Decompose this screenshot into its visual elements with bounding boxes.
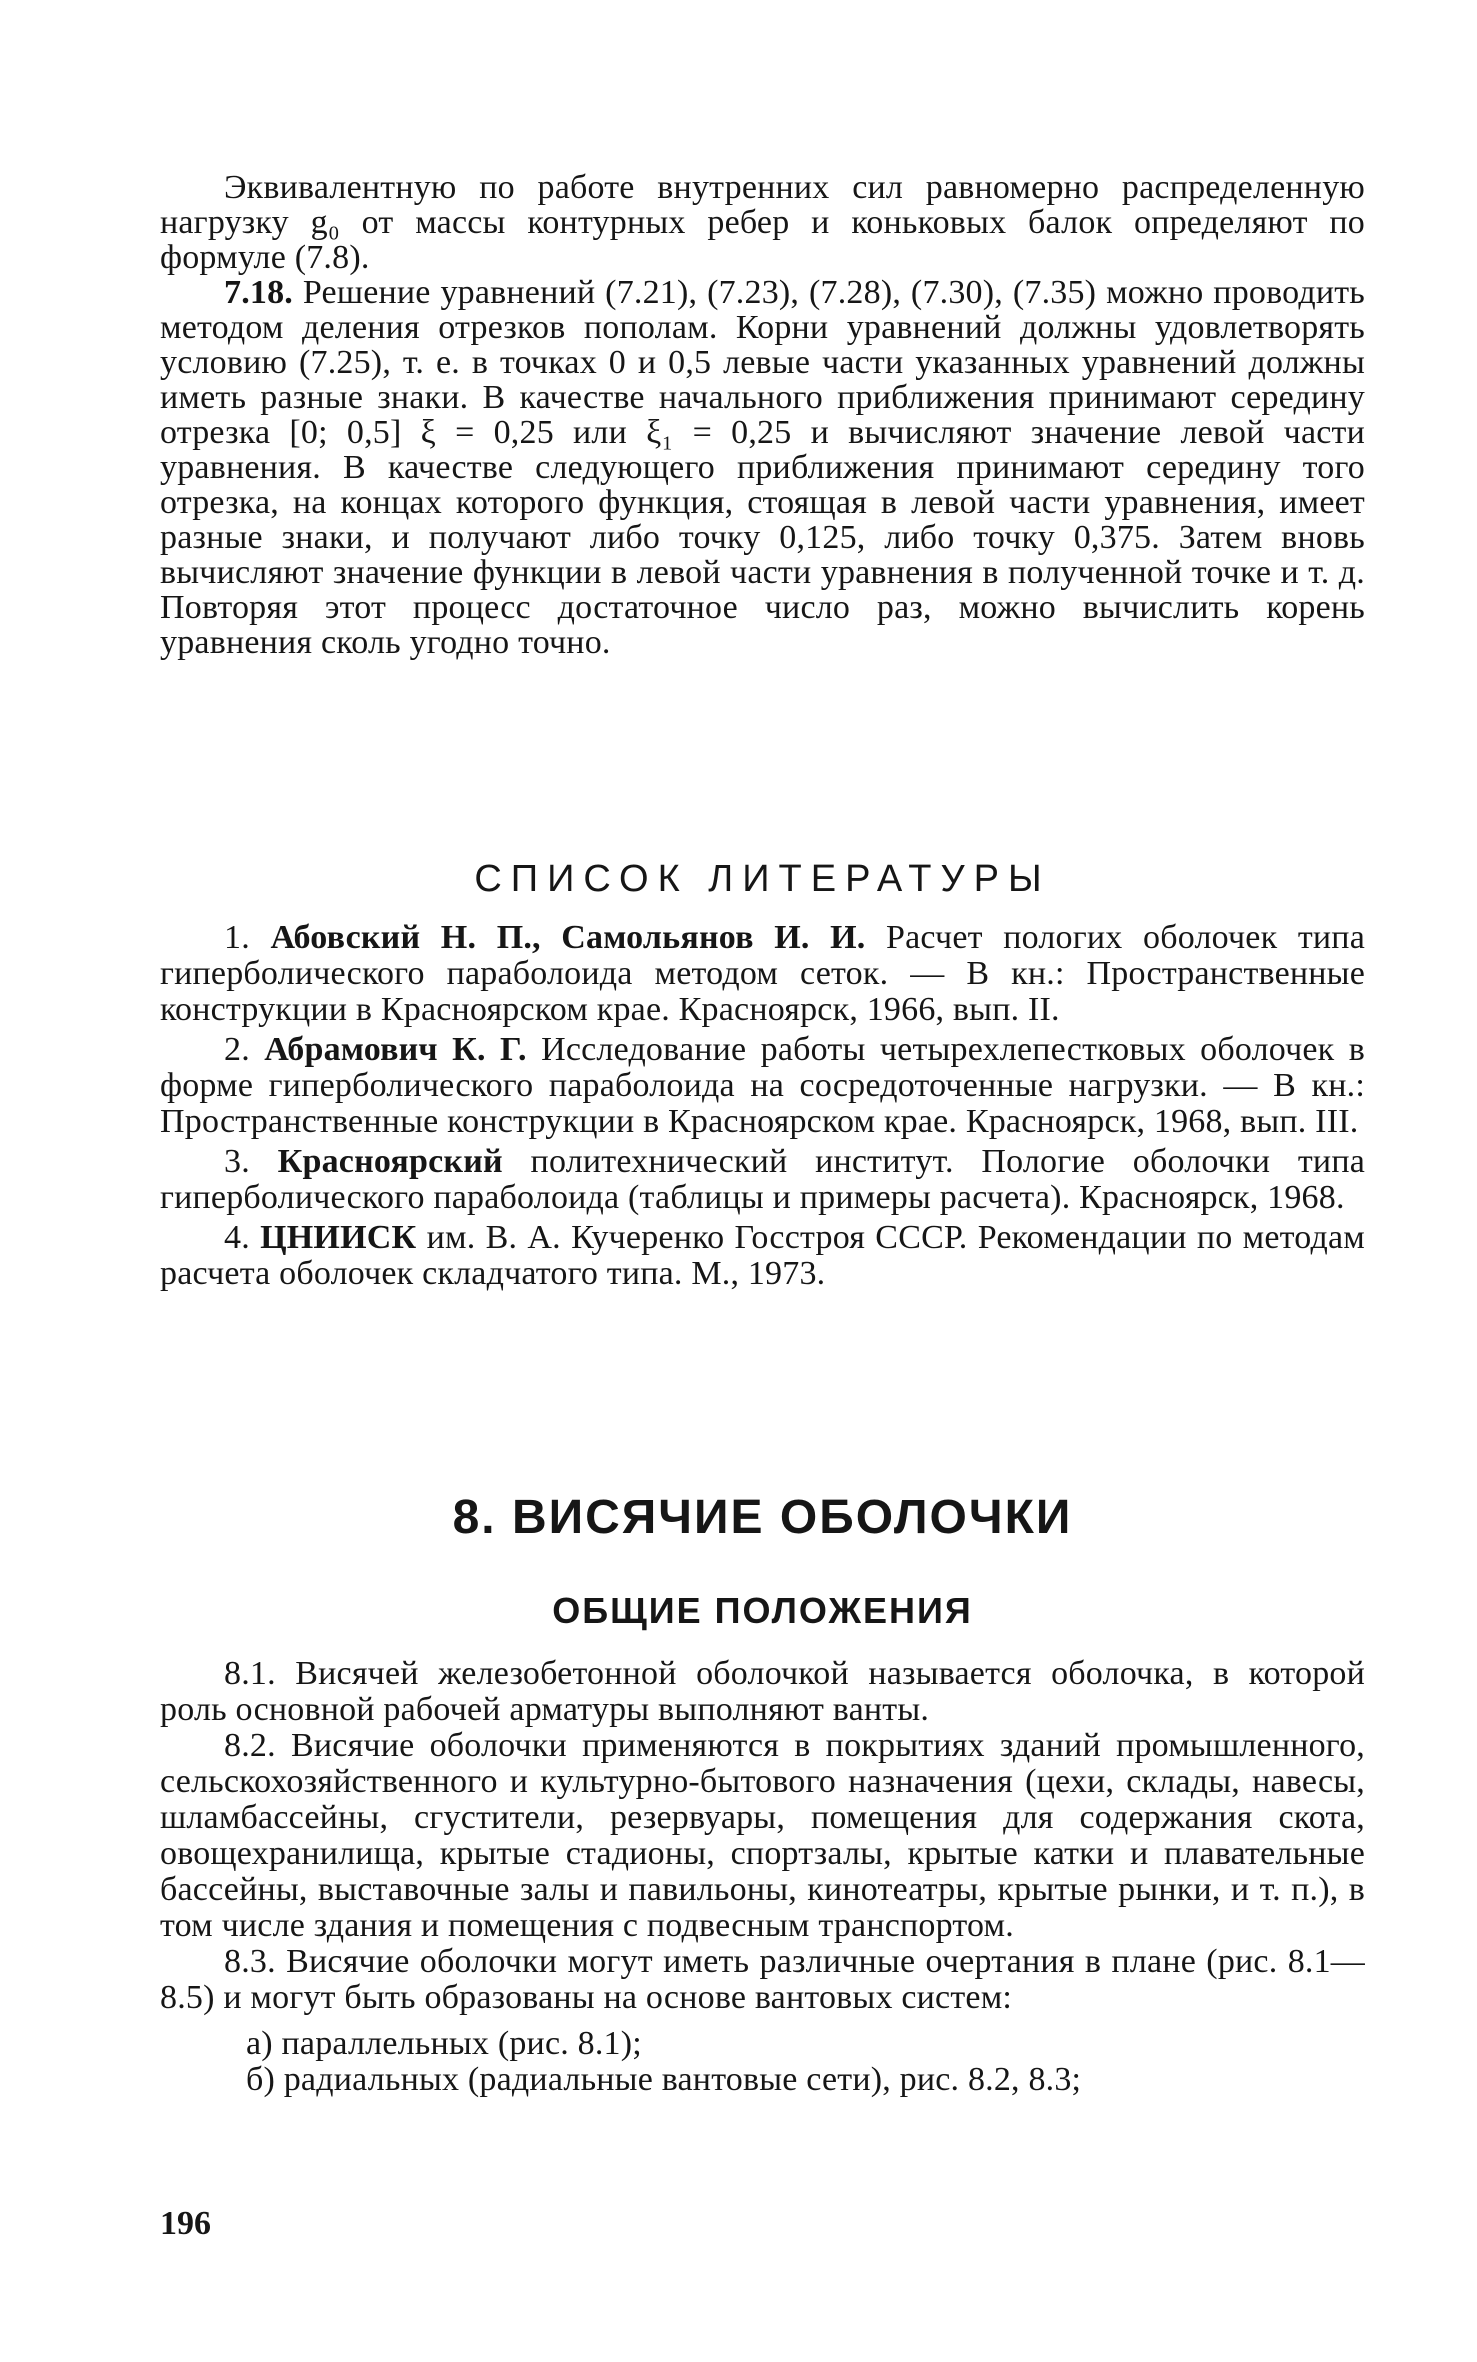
ref-author: Абовский Н. П., Самольянов И. И.	[270, 919, 866, 956]
ref-number: 2.	[224, 1031, 250, 1068]
clause-8-1	[160, 1656, 1365, 1728]
chapter-subtitle: ОБЩИЕ ПОЛОЖЕНИЯ	[552, 1590, 973, 1631]
ref-number: 4.	[224, 1219, 250, 1256]
clause-8-2	[160, 1728, 1365, 1944]
item-text: Решение уравнений (7.21), (7.23), (7.28), (7.30), (7.35) можно проводить методом деления отрезков пополам. Корни уравнений должны удовлетворять условию (7.25), т. е. в точках 0 и 0,5 левые части указанных уравнений должны иметь разные знаки. В качестве начального приближения принимают середину отрезка [0; 0,5] ξ = 0,25 или ξ₁ = 0,25 и вычисляют значение левой части уравнения. В качестве следующего приближения принимают середину того отрезка, на концах которого функция, стоящая в левой части уравнения, имеет разные знаки, и получают либо точку 0,125, либо точку 0,375. Затем вновь вычисляют значение функции в левой части уравнения в полученной точке и т. д. Повторяя этот процесс достаточное число раз, можно вычислить корень уравнения сколь угодно точно.	[160, 274, 1366, 661]
item-number: 7.18.	[224, 274, 293, 311]
clause-number: 8.3.	[224, 1943, 276, 1980]
clause-text: Висячие оболочки могут иметь различные очертания в плане (рис. 8.1—8.5) и могут быть образованы на основе вантовых систем:	[160, 1943, 1366, 2016]
item-7-18	[160, 275, 1365, 660]
clause-text: Висячие оболочки применяются в покрытиях зданий промышленного, сельскохозяйственного и культурно-бытового назначения (цехи, склады, навесы, шламбассейны, сгустители, резервуары, помещения для содержания скота, овощехранилища, крытые стадионы, спортзалы, крытые катки и плавательные бассейны, выставочные залы и павильоны, кинотеатры, крытые рынки, и т. п.), в том числе здания и помещения с подвесным транспортом.	[160, 1727, 1366, 1944]
literature-list	[160, 920, 1365, 1296]
clause-text: Висячей железобетонной оболочкой называется оболочка, в которой роль основной рабочей арматуры выполняют ванты.	[160, 1655, 1366, 1728]
ref-text: политехнический институт. Пологие оболочки типа гиперболического параболоида (таблицы и примеры расчета). Красноярск, 1968.	[160, 1143, 1366, 1216]
reference-item	[160, 920, 1365, 1028]
intro-section	[160, 170, 1365, 660]
chapter-body	[160, 1656, 1365, 2098]
ref-author: Красноярский	[277, 1143, 503, 1180]
ref-number: 3.	[224, 1143, 250, 1180]
ref-author: ЦНИИСК	[260, 1219, 417, 1256]
ref-number: 1.	[224, 919, 250, 956]
list-item: а) параллельных (рис. 8.1);	[246, 2025, 642, 2062]
ref-text: Расчет пологих оболочек типа гиперболического параболоида методом сеток. — В кн.: Пространственные конструкции в Красноярском крае. Красноярск, 1966, вып. II.	[160, 919, 1365, 1028]
ref-text: Исследование работы четырехлепестковых оболочек в форме гиперболического параболоида на сосредоточенные нагрузки. — В кн.: Пространственные конструкции в Красноярском крае. Красноярск, 1968, вып. III.	[160, 1031, 1366, 1140]
ref-text: им. В. А. Кучеренко Госстроя СССР. Рекомендации по методам расчета оболочек складчатого типа. М., 1973.	[160, 1219, 1365, 1292]
ref-author: Абрамович К. Г.	[264, 1031, 527, 1068]
chapter-title: 8. ВИСЯЧИЕ ОБОЛОЧКИ	[452, 1491, 1073, 1544]
reference-item	[160, 1032, 1365, 1140]
clause-8-3	[160, 1944, 1365, 2016]
page-number: 196	[160, 2205, 211, 2242]
reference-item	[160, 1220, 1365, 1292]
reference-item	[160, 1144, 1365, 1216]
list-item: б) радиальных (радиальные вантовые сети), рис. 8.2, 8.3;	[246, 2061, 1082, 2098]
clause-number: 8.1.	[224, 1655, 276, 1692]
literature-title: СПИСОК ЛИТЕРАТУРЫ	[474, 858, 1051, 900]
clause-number: 8.2.	[224, 1727, 276, 1764]
intro-paragraph: Эквивалентную по работе внутренних сил равномерно распределенную нагрузку g₀ от массы контурных ребер и коньковых балок определяют по формуле (7.8).	[160, 169, 1365, 276]
